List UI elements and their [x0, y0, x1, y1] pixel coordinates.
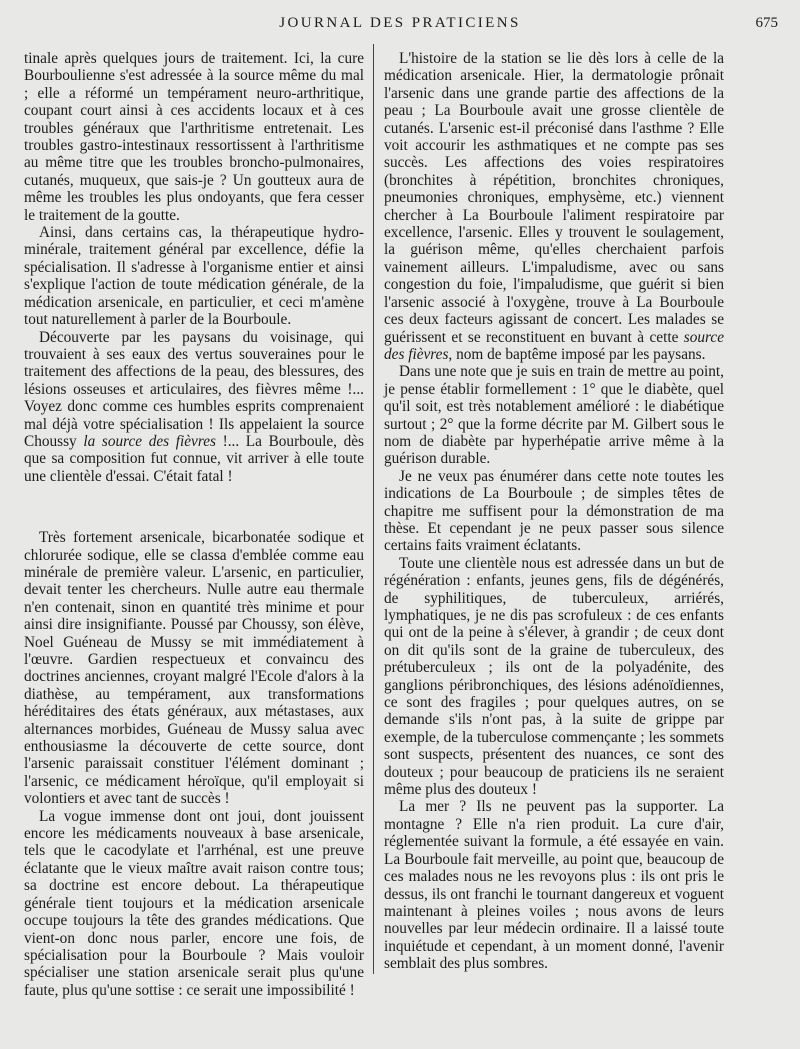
left-column [24, 50, 364, 999]
page-number: 675 [755, 15, 778, 31]
column-rule [373, 44, 374, 974]
paragraph: Dans une note que je suis en train de mettre au point, je pense établir formellement : 1° que le diabète, quel qu'il soit, est très notablement amélioré : le diabétique surtout ; 2° que la forme décrite par M. Gilbert sous le nom de diabète par hyperhépatie arrive même à la guérison durable. [384, 363, 724, 468]
paragraph-text: L'histoire de la station se lie dès lors à celle de la médication arsenicale. Hier, la dermatologie prônait l'arsenic dans une grande partie des affections de la peau ; La Bourboule avait une grosse clientèle de cutanés. L'arsenic est-il préconisé dans l'asthme ? Elle voit accourir les asthmatiques et ne compte pas ses succès. Les affections des voies respiratoires (bronchites à répétition, bronchites chroniques, pneumonies chroniques, emphysème, etc.) viennent chercher à La Bourboule l'aliment respiratoire par excellence, l'arsenic. Elles y trouvent le soulagement, la guérison même, qu'elles cherchaient parfois vainement ailleurs. L'impaludisme, avec ou sans congestion du foie, l'impaludisme, que guérit si bien l'arsenic associé à l'oxygène, trouve à La Bourboule ces deux facteurs agissant de concert. Les malades se guérissent et se reconstituent en buvant à cette [384, 50, 724, 346]
paragraph: Très fortement arsenicale, bicarbonatée sodique et chlorurée sodique, elle se classa d'emblée comme eau minérale de première valeur. L'arsenic, en particulier, devait tenter les chercheurs. Nulle autre eau thermale n'en contenait, sinon en quantité très minime et pour ainsi dire insignifiante. Poussé par Choussy, son élève, Noel Guéneau de Mussy se mit immédiatement à l'œuvre. Gardien respectueux et convaincu des doctrines anciennes, croyant malgré l'Ecole d'alors à la diathèse, au tempérament, aux transformations héréditaires des états généraux, aux métastases, aux alternances morbides, Guéneau de Mussy salua avec enthousiasme la découverte de cette source, dont l'arsenic paraissait constituer l'élément dominant ; l'arsenic, ce médicament héroïque, qu'il employait si volontiers et avec tant de succès ! [24, 529, 364, 808]
paragraph-text: Découverte par les paysans du voisinage, qui trouvaient à ses eaux des vertus souveraines pour le traitement des affections de la peau, des blessures, des lésions osseuses et articulaires, des fièvres même !... Voyez donc comme ces humbles esprits comprenaient mal déjà votre spécialisation ! Ils appelaient la source Choussy [24, 328, 364, 450]
paragraph [24, 329, 364, 486]
paragraph: La mer ? Ils ne peuvent pas la supporter. La montagne ? Elle n'a rien produit. La cure d'air, réglementée suivant la formule, a été essayée en vain. La Bourboule fait merveille, au point que, beaucoup de ces malades nous ne les revoyons plus : ils ont pris le dessus, ils ont franchi le tournant dangereux et voguent maintenant à pleines voiles ; nous avons de leurs nouvelles par leur médecin ordinaire. Il a laissé toute inquiétude et cependant, à un moment donné, l'avenir semblait des plus sombres. [384, 798, 724, 973]
paragraph: tinale après quelques jours de traitement. Ici, la cure Bourboulienne s'est adressée à la source même du mal ; elle a réformé un tempérament neuro-arthritique, coupant court ainsi à ces accidents locaux et à ces troubles généraux que l'arthritisme entretenait. Les troubles gastro-intestinaux ressortissent à l'arthritisme au même titre que les troubles broncho-pulmonaires, cutanés, muqueux, que sais-je ? Un goutteux aura de même les troubles les plus ondoyants, que fera cesser le traitement de la goutte. [24, 50, 364, 224]
paragraph: La vogue immense dont ont joui, dont jouissent encore les médicaments nouveaux à base arsenicale, tels que le cacodylate et l'arrhénal, est une preuve éclatante que le vieux maître avait raison contre tous; sa doctrine est encore debout. La thérapeutique générale tient toujours et la médication arsenicale occupe toujours la tête des grandes médications. Que vient-on donc nous parler, encore une fois, de spécialisation pour la Bourboule ? Mais vouloir spécialiser une station arsenicale serait plus qu'une faute, plus qu'une sottise : ce serait une impossibilité ! [24, 807, 364, 999]
paragraph [384, 50, 724, 363]
paragraph: Ainsi, dans certains cas, la thérapeutique hydro-minérale, traitement général par excellence, défie la spécialisation. Il s'adresse à l'organisme entier et ainsi s'explique l'action de toute médication générale, de la médication arsenicale, en particulier, et ceci m'amène tout naturellement à parler de la Bourboule. [24, 224, 364, 329]
paragraph-text: , nom de baptême imposé par les paysans. [448, 345, 706, 363]
italic-phrase: la source des fièvres [83, 432, 216, 450]
italic-phrase: source des fièvres [384, 328, 724, 363]
paragraph: Je ne veux pas énumérer dans cette note toutes les indications de La Bourboule ; de simples têtes de chapitre me suffisent pour la démonstration de ma thèse. Et cependant je ne peux passer sous silence certains faits vraiment éclatants. [384, 467, 724, 555]
page-header [0, 12, 800, 36]
paragraph: Toute une clientèle nous est adressée dans un but de régénération : enfants, jeunes gens, fils de dégénérés, de syphilitiques, de tuberculeux, arriérés, lymphatiques, je ne dis pas scrofuleux : de ces enfants qui ont de la peine à s'élever, à grandir ; de ceux dont on dit qu'ils sont de la graine de tuberculeux, des prétuberculeux ; ils ont de la polyadénite, des ganglions péribronchiques, des lésions adénoïdiennes, ce sont des fragiles ; pour quelques autres, on se demande s'ils n'ont pas, à la suite de grippe par exemple, de la tuberculose commençante ; les sommets sont suspects, présentent des nuances, ce sont des douteux ; pour beaucoup de praticiens ils ne seraient même plus des douteux ! [384, 554, 724, 799]
paragraph-text: !... La Bourboule, dès que sa composition fut connue, vit arriver à elle toute une clientèle d'essai. C'était fatal ! [24, 432, 365, 485]
running-title: JOURNAL DES PRATICIENS [279, 15, 521, 31]
right-column [384, 50, 724, 973]
